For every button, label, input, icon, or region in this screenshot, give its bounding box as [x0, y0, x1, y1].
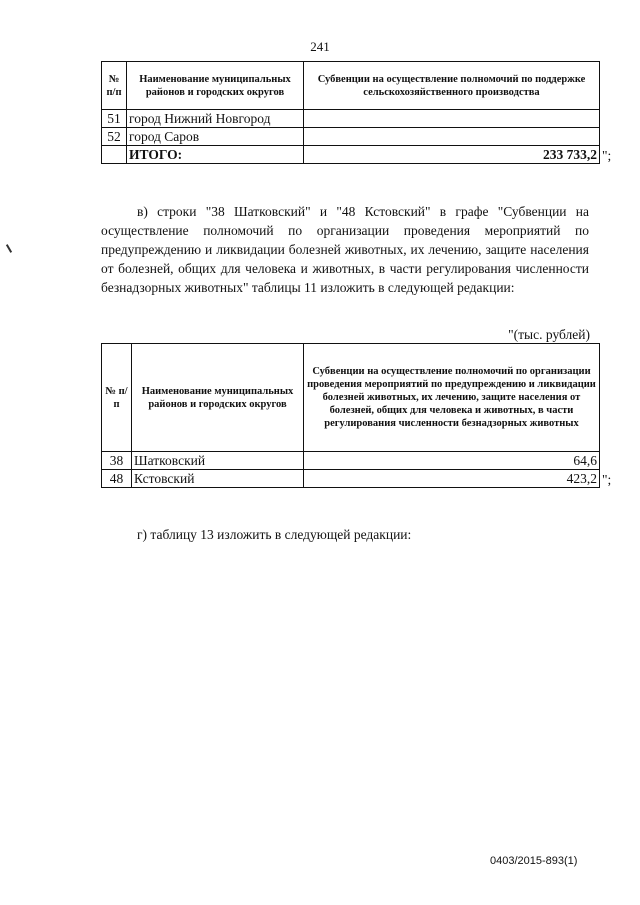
unit-note: "(тыс. рублей)	[508, 327, 590, 342]
paragraph-g: г) таблицу 13 изложить в следующей редакции:	[137, 527, 412, 542]
row-value	[304, 110, 600, 128]
paragraph-v: в) строки "38 Шатковский" и "48 Кстовский" в графе "Субвенции на осуществление полномочий по организации проведения мероприятий по предупреждению и ликвидации болезней животных, их лечению, защите населения от болезней, общих для человека и животных, в части регулирования численности безнадзорных животных" таблицы 11 изложить в следующей редакции:	[101, 204, 589, 295]
total-value: 233 733,2	[304, 146, 600, 164]
page-number: 241	[310, 39, 330, 54]
row-value	[304, 128, 600, 146]
subsidy-table-animal-diseases	[101, 343, 600, 488]
total-row	[102, 146, 600, 164]
closing-quote: ";	[602, 148, 612, 163]
document-code: 0403/2015-893(1)	[490, 855, 578, 867]
row-name: Кстовский	[132, 470, 304, 488]
header-num: № п/п	[102, 62, 127, 110]
row-value: 423,2	[304, 470, 600, 488]
row-value: 64,6	[304, 452, 600, 470]
row-num: 51	[102, 110, 127, 128]
header-name: Наименование муниципальных районов и городских округов	[127, 62, 304, 110]
margin-mark	[6, 244, 12, 253]
row-name: город Нижний Новгород	[127, 110, 304, 128]
header-subsidy: Субвенции на осуществление полномочий по поддержке сельскохозяйственного производства	[304, 62, 600, 110]
table-row	[102, 128, 600, 146]
header-name: Наименование муниципальных районов и городских округов	[132, 344, 304, 452]
table-row	[102, 110, 600, 128]
header-num: № п/п	[102, 344, 132, 452]
table-row	[102, 452, 600, 470]
row-num: 48	[102, 470, 132, 488]
row-num: 52	[102, 128, 127, 146]
row-name: город Саров	[127, 128, 304, 146]
subsidy-table-agriculture	[101, 61, 600, 164]
table-row	[102, 470, 600, 488]
row-num: 38	[102, 452, 132, 470]
closing-quote: ";	[602, 472, 612, 487]
header-subsidy: Субвенции на осуществление полномочий по организации проведения мероприятий по предупреждению и ликвидации болезней животных, их лечению, защите населения от болезней, общих для человека и животных, в части регулирования численности безнадзорных животных	[304, 344, 600, 452]
row-name: Шатковский	[132, 452, 304, 470]
total-label: ИТОГО:	[127, 146, 304, 164]
